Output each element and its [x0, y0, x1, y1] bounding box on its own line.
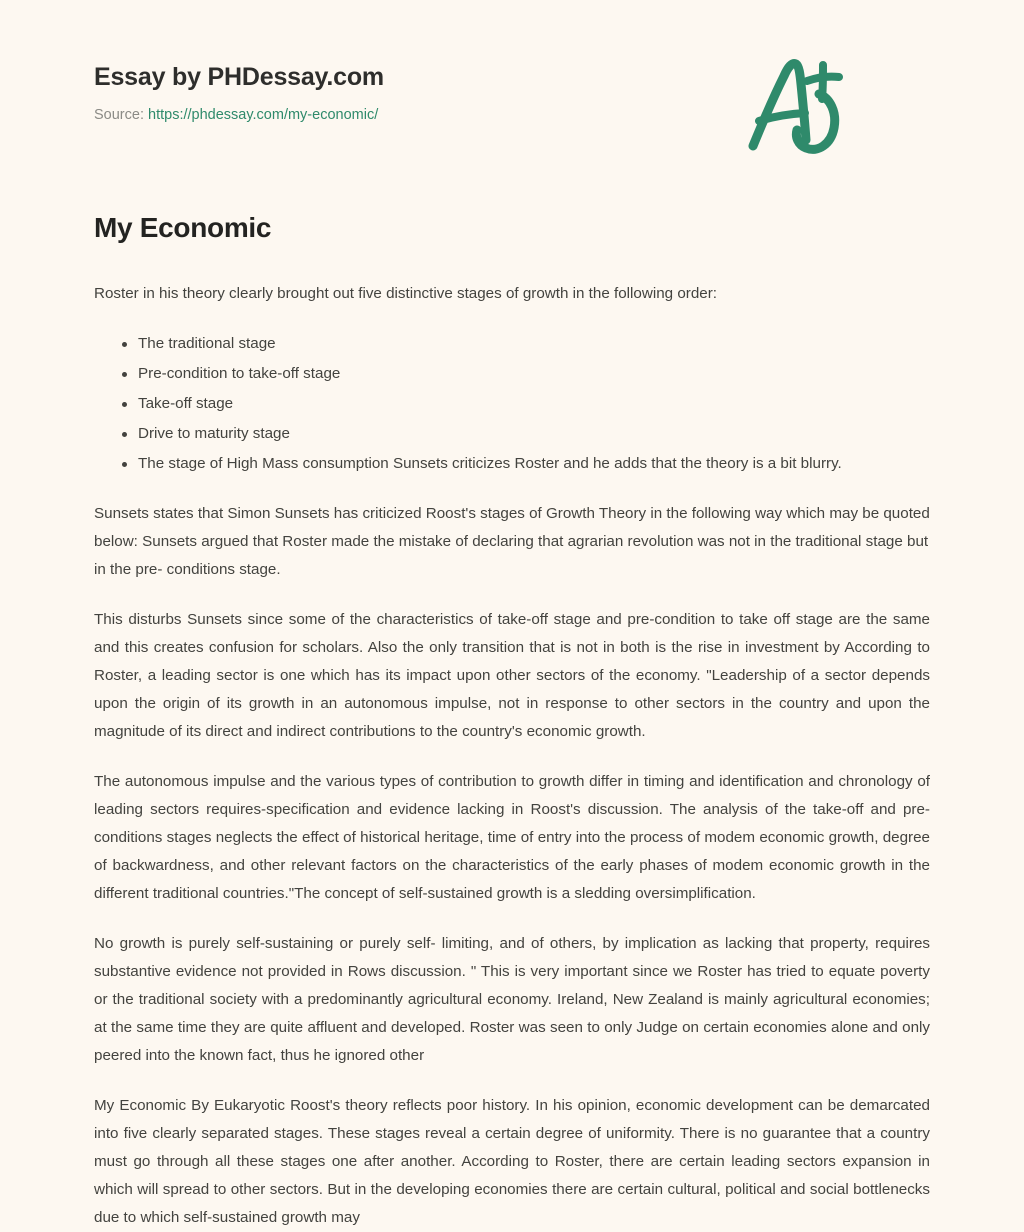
body-paragraph: My Economic By Eukaryotic Roost's theory reflects poor history. In his opinion, economic development can be demarcated into five clearly separated stages. These stages reveal a certain degree of uniformity. There is no guarantee that a country must go through all these stages one after another. According to Roster, there are certain leading sectors expansion in which will spread to other sectors. But in the developing economies there are certain cultural, political and social bottlenecks due to which self-sustained growth may [94, 1097, 930, 1226]
growth-stages-list [94, 330, 930, 478]
list-item: Pre-condition to take-off stage [94, 360, 930, 388]
list-item: Take-off stage [94, 390, 930, 418]
body-paragraph: The autonomous impulse and the various types of contribution to growth differ in timing and identification and chronology of leading sectors requires-specification and evidence lacking in Roost's discussion. The analysis of the take-off and pre- conditions stages neglects the effect of historical heritage, time of entry into the process of modem economic growth, degree of backwardness, and other relevant factors on the characteristics of the early phases of modem economic growth in the different traditional countries."The concept of self-sustained growth is a sledding oversimplification. [94, 773, 930, 902]
list-item: The stage of High Mass consumption Sunsets criticizes Roster and he adds that the theory is a bit blurry. [94, 450, 930, 478]
page-title: My Economic [94, 212, 272, 243]
body-paragraph: No growth is purely self-sustaining or purely self- limiting, and of others, by implication as lacking that property, requires substantive evidence not provided in Rows discussion. " This is very important since we Roster has tried to equate poverty or the traditional society with a predominantly agricultural economy. Ireland, New Zealand is mainly agricultural economies; at the same time they are quite affluent and developed. Roster was seen to only Judge on certain economies alone and only peered into the known fact, thus he ignored other [94, 935, 930, 1064]
page-header [94, 0, 930, 123]
article-body [94, 120, 930, 1232]
body-paragraph: This disturbs Sunsets since some of the characteristics of take-off stage and pre-condition to take off stage are the same and this creates confusion for scholars. Also the only transition that is not in both is the rise in investment by According to Roster, a leading sector is one which has its impact upon other sectors of the economy. "Leadership of a sector depends upon the origin of its growth in an autonomous impulse, not in response to other sectors in the country and upon the magnitude of its direct and indirect contributions to the country's economic growth. [94, 611, 930, 740]
source-label: Source: [94, 106, 144, 123]
brand-title: Essay by PHDessay.com [94, 63, 384, 91]
source-url-link[interactable]: https://phdessay.com/my-economic/ [148, 106, 379, 123]
body-paragraph: Sunsets states that Simon Sunsets has criticized Roost's stages of Growth Theory in the following way which may be quoted below: Sunsets argued that Roster made the mistake of declaring that agrarian revolution was not in the traditional stage but in the pre- conditions stage. [94, 505, 930, 578]
intro-paragraph: Roster in his theory clearly brought out five distinctive stages of growth in the following order: [94, 285, 717, 302]
a-plus-logo [736, 52, 856, 164]
list-item: The traditional stage [94, 330, 930, 358]
list-item: Drive to maturity stage [94, 420, 930, 448]
